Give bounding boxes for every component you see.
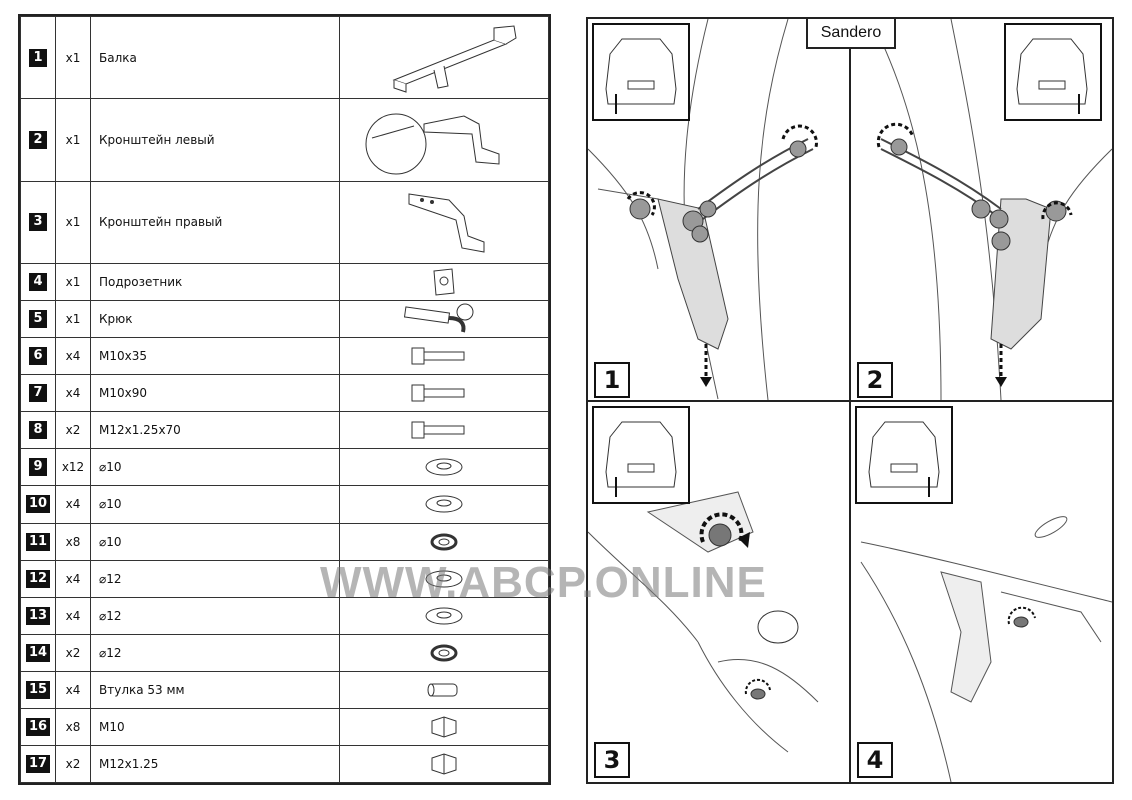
- step-number-2: 2: [857, 362, 893, 398]
- part-number-cell: [21, 264, 56, 301]
- step-panel-2: [851, 19, 1112, 400]
- parts-list-table: [18, 14, 551, 785]
- table-row: [21, 449, 549, 486]
- part-illustration-cell: [340, 338, 549, 375]
- part-number-badge: 7: [29, 384, 47, 402]
- part-name: Кронштейн правый: [91, 181, 340, 263]
- part-quantity: x4: [56, 486, 91, 523]
- table-row: [21, 523, 549, 560]
- socket-plate-icon: [340, 265, 548, 299]
- part-number-badge: 17: [26, 755, 50, 773]
- washer-icon: [340, 455, 548, 479]
- part-number-badge: 9: [29, 458, 47, 476]
- part-name: Втулка 53 мм: [91, 671, 340, 708]
- step-1-illustration: [588, 19, 849, 400]
- part-name: ⌀10: [91, 523, 340, 560]
- part-number-badge: 2: [29, 131, 47, 149]
- part-number-cell: [21, 523, 56, 560]
- table-row: [21, 486, 549, 523]
- part-illustration-cell: [340, 708, 549, 745]
- part-quantity: x1: [56, 264, 91, 301]
- table-row: [21, 671, 549, 708]
- part-number-cell: [21, 671, 56, 708]
- table-row: [21, 412, 549, 449]
- table-row: [21, 264, 549, 301]
- part-quantity: x4: [56, 560, 91, 597]
- part-number-cell: [21, 301, 56, 338]
- part-number-badge: 13: [26, 607, 50, 625]
- part-number-badge: 3: [29, 213, 47, 231]
- part-illustration-cell: [340, 375, 549, 412]
- part-quantity: x1: [56, 99, 91, 181]
- part-quantity: x4: [56, 338, 91, 375]
- bolt-icon: [340, 416, 548, 444]
- part-number-cell: [21, 708, 56, 745]
- part-illustration-cell: [340, 671, 549, 708]
- step-number-3: 3: [594, 742, 630, 778]
- step-panel-4: [851, 402, 1112, 782]
- beam-icon: [340, 22, 548, 94]
- spring-washer-icon: [340, 641, 548, 665]
- part-number-cell: [21, 338, 56, 375]
- part-quantity: x2: [56, 745, 91, 782]
- part-illustration-cell: [340, 412, 549, 449]
- part-quantity: x4: [56, 375, 91, 412]
- hook-icon: [340, 302, 548, 336]
- part-quantity: x8: [56, 708, 91, 745]
- installation-diagram: [586, 17, 1114, 784]
- part-illustration-cell: [340, 17, 549, 99]
- part-illustration-cell: [340, 634, 549, 671]
- part-illustration-cell: [340, 181, 549, 263]
- part-quantity: x1: [56, 301, 91, 338]
- spring-washer-icon: [340, 530, 548, 554]
- part-number-badge: 1: [29, 49, 47, 67]
- part-name: Кронштейн левый: [91, 99, 340, 181]
- part-number-cell: [21, 17, 56, 99]
- part-number-badge: 4: [29, 273, 47, 291]
- part-illustration-cell: [340, 486, 549, 523]
- part-name: ⌀10: [91, 449, 340, 486]
- part-number-cell: [21, 634, 56, 671]
- step-2-illustration: [851, 19, 1112, 400]
- bolt-icon: [340, 342, 548, 370]
- part-number-cell: [21, 375, 56, 412]
- part-number-cell: [21, 560, 56, 597]
- table-row: [21, 745, 549, 782]
- step-number-4: 4: [857, 742, 893, 778]
- part-name: ⌀12: [91, 597, 340, 634]
- sleeve-icon: [340, 678, 548, 702]
- table-row: [21, 99, 549, 181]
- part-number-badge: 10: [26, 495, 50, 513]
- part-illustration-cell: [340, 264, 549, 301]
- step-4-illustration: [851, 402, 1112, 782]
- part-quantity: x4: [56, 671, 91, 708]
- part-illustration-cell: [340, 301, 549, 338]
- part-name: Балка: [91, 17, 340, 99]
- table-row: [21, 708, 549, 745]
- part-number-badge: 14: [26, 644, 50, 662]
- part-number-badge: 15: [26, 681, 50, 699]
- part-number-badge: 5: [29, 310, 47, 328]
- table-row: [21, 338, 549, 375]
- part-number-badge: 6: [29, 347, 47, 365]
- part-name: ⌀10: [91, 486, 340, 523]
- part-name: M10x35: [91, 338, 340, 375]
- part-number-cell: [21, 181, 56, 263]
- part-number-cell: [21, 486, 56, 523]
- part-illustration-cell: [340, 745, 549, 782]
- part-quantity: x4: [56, 597, 91, 634]
- part-quantity: x1: [56, 17, 91, 99]
- part-quantity: x2: [56, 634, 91, 671]
- part-number-badge: 16: [26, 718, 50, 736]
- part-number-cell: [21, 597, 56, 634]
- part-name: M10x90: [91, 375, 340, 412]
- watermark: WWW.ABCP.ONLINE: [320, 558, 767, 607]
- step-number-1: 1: [594, 362, 630, 398]
- part-quantity: x1: [56, 181, 91, 263]
- nut-icon: [340, 750, 548, 778]
- part-number-cell: [21, 449, 56, 486]
- step-panel-1: [588, 19, 849, 400]
- part-name: M10: [91, 708, 340, 745]
- nut-icon: [340, 713, 548, 741]
- part-name: ⌀12: [91, 634, 340, 671]
- part-name: ⌀12: [91, 560, 340, 597]
- part-quantity: x12: [56, 449, 91, 486]
- part-number-badge: 8: [29, 421, 47, 439]
- bolt-icon: [340, 379, 548, 407]
- table-row: [21, 17, 549, 99]
- part-quantity: x2: [56, 412, 91, 449]
- table-row: [21, 375, 549, 412]
- part-name: M12x1.25: [91, 745, 340, 782]
- table-row: [21, 181, 549, 263]
- left-bracket-icon: [340, 104, 548, 176]
- part-number-cell: [21, 99, 56, 181]
- part-number-badge: 12: [26, 570, 50, 588]
- table-row: [21, 634, 549, 671]
- table-row: [21, 301, 549, 338]
- car-model-label: Sandero: [806, 17, 896, 49]
- part-number-badge: 11: [26, 533, 50, 551]
- part-illustration-cell: [340, 523, 549, 560]
- washer-icon: [340, 492, 548, 516]
- part-name: M12x1.25x70: [91, 412, 340, 449]
- right-bracket-icon: [340, 186, 548, 258]
- part-illustration-cell: [340, 449, 549, 486]
- part-number-cell: [21, 745, 56, 782]
- part-quantity: x8: [56, 523, 91, 560]
- part-number-cell: [21, 412, 56, 449]
- part-name: Крюк: [91, 301, 340, 338]
- part-name: Подрозетник: [91, 264, 340, 301]
- part-illustration-cell: [340, 99, 549, 181]
